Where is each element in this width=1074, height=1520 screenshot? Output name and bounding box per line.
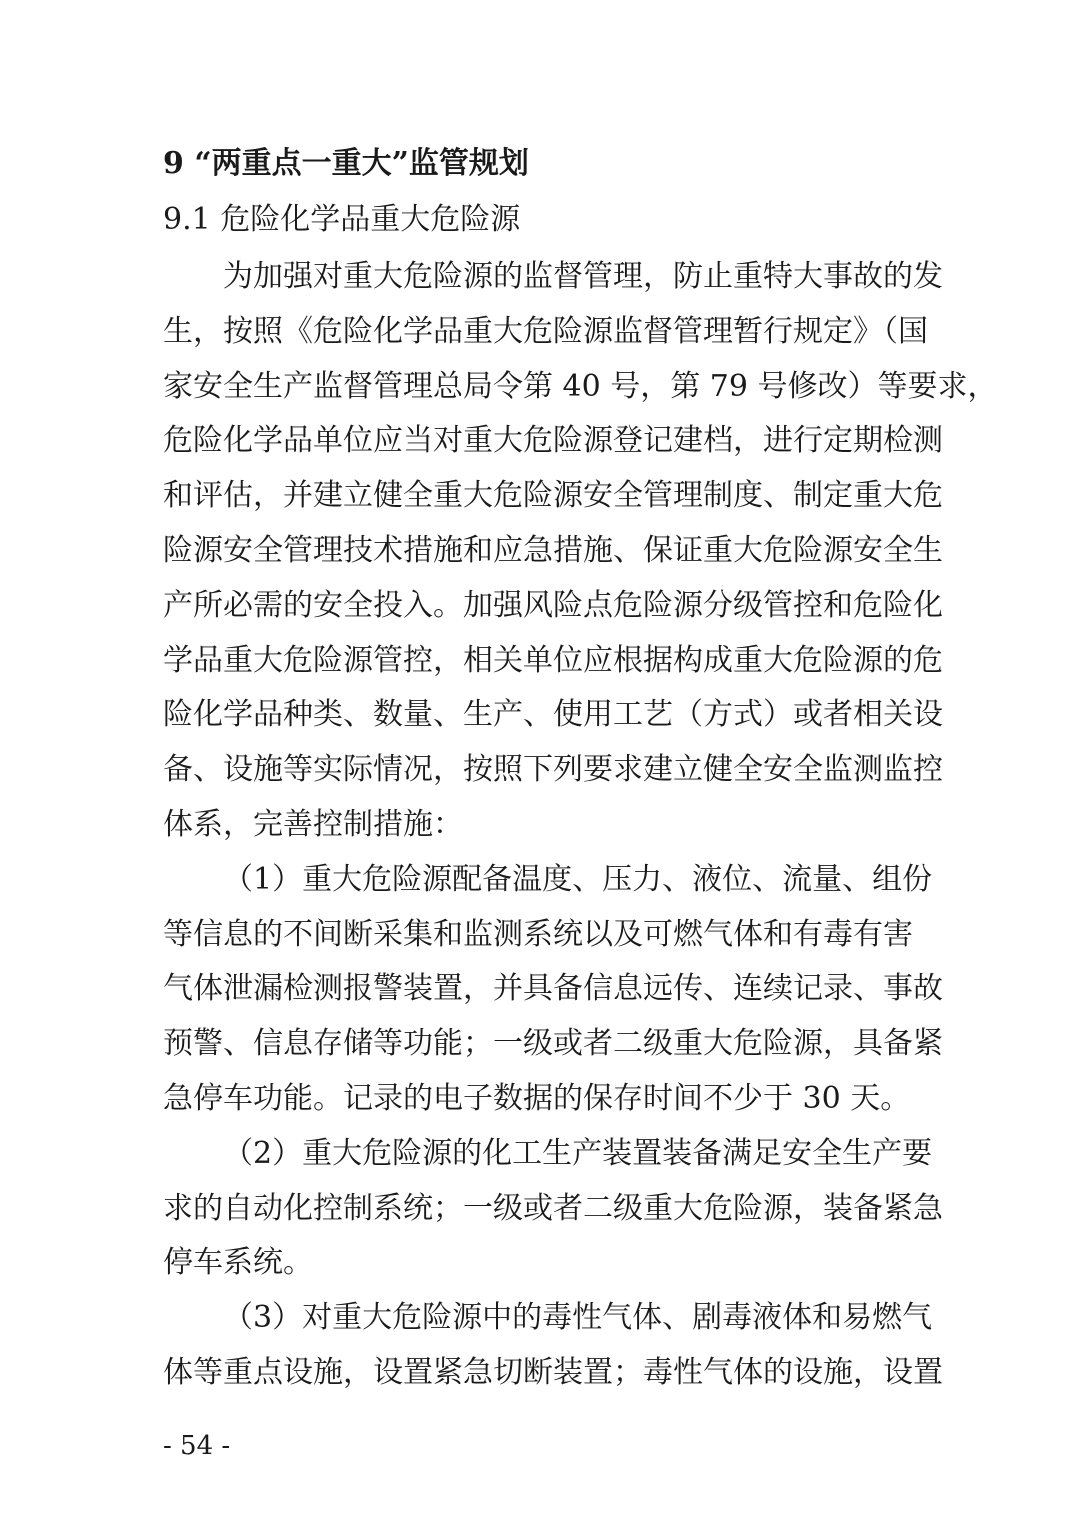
- paragraph-line: 体等重点设施，设置紧急切断装置；毒性气体的设施，设置: [163, 1354, 943, 1390]
- subsection-heading: 9.1 危险化学品重大危险源: [163, 202, 521, 237]
- paragraph-line: 备、设施等实际情况，按照下列要求建立健全安全监测监控: [163, 752, 943, 788]
- paragraph-line: 和评估，并建立健全重大危险源安全管理制度、制定重大危: [163, 478, 943, 514]
- section-heading: 9 “两重点一重大”监管规划: [163, 146, 529, 181]
- paragraph-item-2: [163, 1127, 943, 1291]
- paragraph-item-1: [163, 853, 943, 1127]
- paragraph-line: 等信息的不间断采集和监测系统以及可燃气体和有毒有害: [163, 916, 913, 952]
- paragraph-line: （1）重大危险源配备温度、压力、液位、流量、组份: [223, 861, 933, 897]
- paragraph-line: 体系，完善控制措施：: [163, 806, 463, 842]
- paragraph-line: （2）重大危险源的化工生产装置装备满足安全生产要: [223, 1135, 933, 1171]
- paragraph-line: 家安全生产监督管理总局令第 40 号，第 79 号修改）等要求，: [163, 368, 998, 404]
- paragraph-intro: [163, 250, 998, 853]
- page-number: - 54 -: [163, 1431, 231, 1461]
- document-page: [163, 138, 998, 1401]
- paragraph-line: 产所必需的安全投入。加强风险点危险源分级管控和危险化: [163, 587, 943, 623]
- paragraph-line: （3）对重大危险源中的毒性气体、剧毒液体和易燃气: [223, 1300, 933, 1336]
- paragraph-line: 险源安全管理技术措施和应急措施、保证重大危险源安全生: [163, 532, 943, 568]
- paragraph-line: 学品重大危险源管控，相关单位应根据构成重大危险源的危: [163, 642, 943, 678]
- paragraph-line: 预警、信息存储等功能；一级或者二级重大危险源，具备紧: [163, 1026, 943, 1062]
- paragraph-line: 停车系统。: [163, 1245, 313, 1281]
- paragraph-line: 急停车功能。记录的电子数据的保存时间不少于 30 天。: [163, 1080, 911, 1116]
- paragraph-line: 危险化学品单位应当对重大危险源登记建档，进行定期检测: [163, 423, 943, 459]
- paragraph-line: 气体泄漏检测报警装置，并具备信息远传、连续记录、事故: [163, 971, 943, 1007]
- paragraph-line: 求的自动化控制系统；一级或者二级重大危险源，装备紧急: [163, 1190, 943, 1226]
- paragraph-line: 险化学品种类、数量、生产、使用工艺（方式）或者相关设: [163, 697, 943, 733]
- paragraph-item-3: [163, 1291, 943, 1401]
- paragraph-line: 生，按照《危险化学品重大危险源监督管理暂行规定》（国: [163, 313, 928, 349]
- paragraph-line: 为加强对重大危险源的监督管理，防止重特大事故的发: [223, 259, 943, 294]
